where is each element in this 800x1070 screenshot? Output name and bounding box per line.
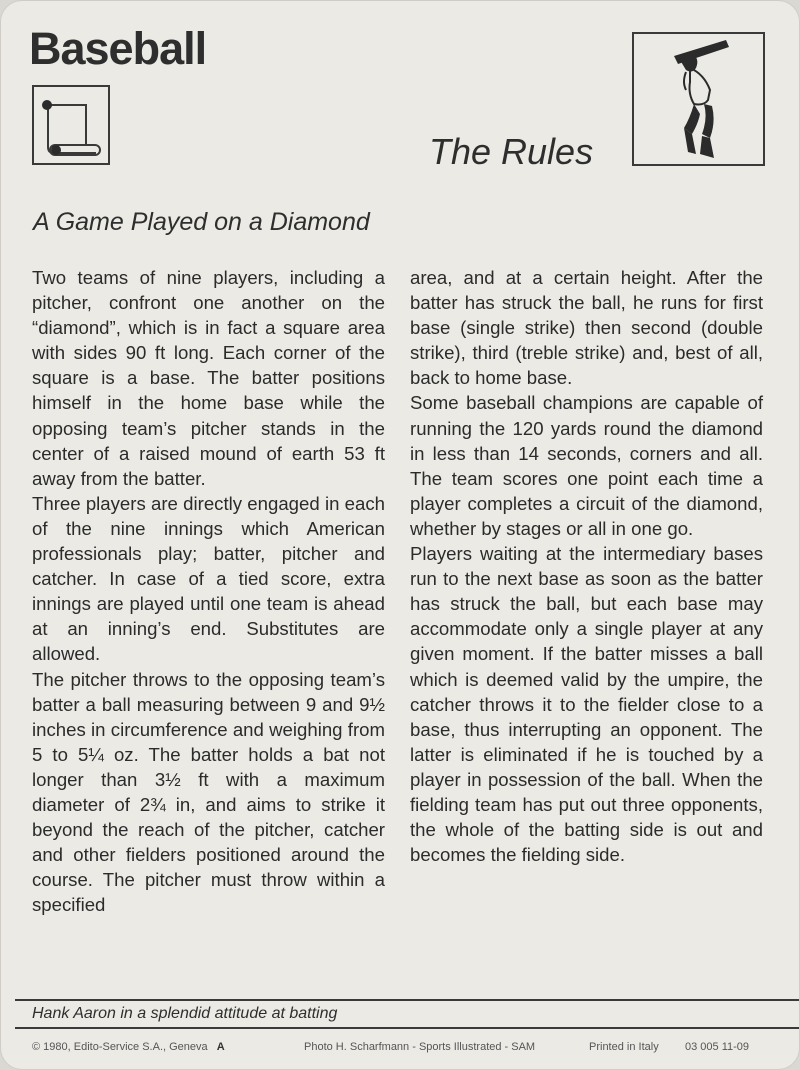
sport-title: Baseball [29, 23, 207, 74]
paragraph: area, and at a certain height. After the batter has struck the ball, he runs for first base (single strike) then second (double strike), third (treble strike) and, best of all, back to home base. [410, 267, 763, 389]
paragraph: Three players are directly engaged in each of the nine innings which American professionals play; batter, pitcher and catcher. In case of a tied score, extra innings are played until one team is ahead at an inning’s end. Substitutes are allowed. [32, 492, 385, 665]
series-letter: A [216, 1041, 225, 1053]
scroll-icon-box [32, 85, 110, 165]
card-code: 03 005 11-09 [685, 1041, 750, 1053]
batter-figure-icon [634, 34, 763, 164]
right-column [410, 265, 763, 867]
paragraph: Some baseball champions are capable of running the 120 yards round the diamond in less than 14 seconds, corners and all. The team scores one point each time a player completes a circuit of the diamond, whether by stages or all in one go. [410, 392, 763, 539]
paragraph: Two teams of nine players, including a pitcher, confront one another on the “diamond”, which is in fact a square area with sides 90 ft long. Each corner of the square is a base. The batter positions himself in the home base while the opposing team’s pitcher stands in the center of a raised mound of earth 53 ft away from the batter. [32, 267, 385, 489]
section-title: The Rules [429, 131, 594, 172]
article-title: A Game Played on a Diamond [33, 208, 370, 236]
printed-in: Printed in Italy [589, 1041, 659, 1053]
paragraph: Players waiting at the intermediary bases run to the next base as soon as the batter has struck the ball, but each base may accommodate only a single player at any given moment. If the batter misses a ball which is deemed valid by the umpire, the catcher throws it to the fielder close to a base, thus interrupting an opponent. The latter is eliminated if he is touched by a player in possession of the ball. When the fielding team has put out three opponents, the whole of the batting side is out and becomes the fielding side. [410, 543, 763, 866]
caption-top-rule [15, 999, 800, 1001]
photo-caption: Hank Aaron in a splendid attitude at batting [32, 1005, 338, 1022]
scroll-icon [34, 87, 108, 163]
left-column [32, 265, 385, 917]
caption-bottom-rule [15, 1027, 800, 1029]
footer-copyright [32, 1041, 225, 1053]
paragraph: The pitcher throws to the opposing team’s batter a ball measuring between 9 and 9½ inches in circumference and weighing from 5 to 5¼ oz. The batter holds a bat not longer than 3½ ft with a maximum diameter of 2¾ in, and aims to strike it beyond the reach of the pitcher, catcher and other fielders positioned around the course. The pitcher must throw within a specified [32, 668, 385, 916]
figure-box [632, 32, 765, 166]
copyright-text: © 1980, Edito-Service S.A., Geneva [32, 1041, 208, 1053]
photo-credit: Photo H. Scharfmann - Sports Illustrated - SAM [304, 1041, 536, 1053]
